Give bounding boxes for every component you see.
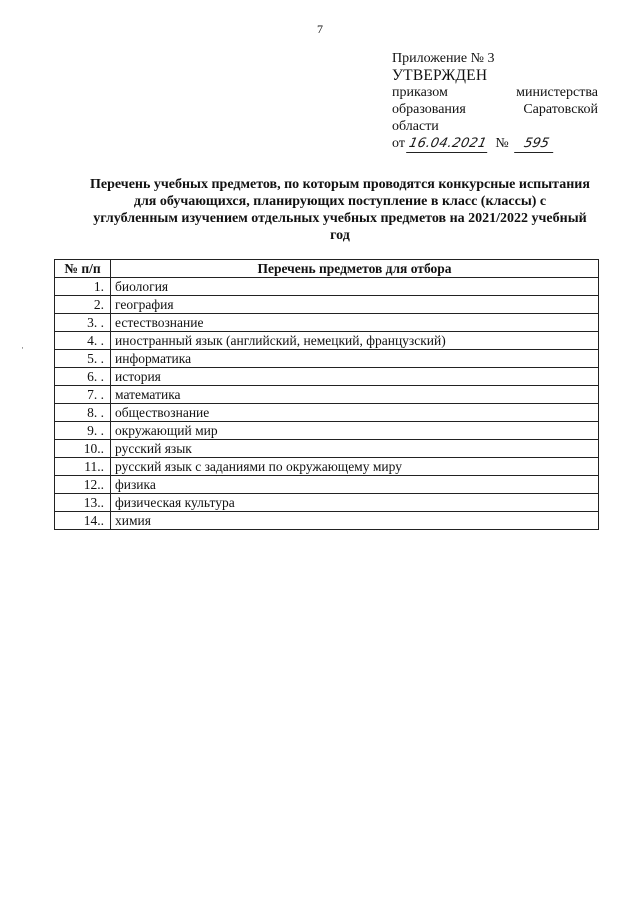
row-number: 3. . (55, 314, 111, 332)
column-header-number: № п/п (55, 260, 111, 278)
table-row (55, 458, 599, 476)
table-row (55, 512, 599, 530)
order-text-line-3: области (392, 119, 439, 134)
subject-name: иностранный язык (английский, немецкий, французский) (111, 332, 599, 350)
from-label: от (392, 136, 405, 151)
row-number: 12.. (55, 476, 111, 494)
order-text-line-1: приказом министерства (392, 85, 598, 100)
handwritten-date: 16.04.2021 (407, 135, 492, 153)
page-number: 7 (317, 22, 323, 36)
row-number: 11.. (55, 458, 111, 476)
subject-name: химия (111, 512, 599, 530)
table-row (55, 386, 599, 404)
table-row (55, 422, 599, 440)
subject-name: русский язык (111, 440, 599, 458)
subject-name: история (111, 368, 599, 386)
table-row (55, 278, 599, 296)
table-row (55, 350, 599, 368)
subjects-table (54, 259, 599, 530)
row-number: 1. (55, 278, 111, 296)
approved-label: УТВЕРЖДЕН (392, 67, 488, 84)
table-header-row (55, 260, 599, 278)
subject-name: информатика (111, 350, 599, 368)
row-number: 2. (55, 296, 111, 314)
approval-block (392, 50, 598, 153)
subject-name: биология (111, 278, 599, 296)
column-header-subjects: Перечень предметов для отбора (111, 260, 599, 278)
table-row (55, 440, 599, 458)
row-number: 13.. (55, 494, 111, 512)
number-label: № (495, 136, 509, 151)
order-text-line-2: образования Саратовской (392, 102, 598, 117)
row-number: 9. . (55, 422, 111, 440)
margin-mark: · (21, 343, 24, 353)
table-row (55, 314, 599, 332)
table-row (55, 332, 599, 350)
row-number: 5. . (55, 350, 111, 368)
table-row (55, 494, 599, 512)
table-row (55, 476, 599, 494)
row-number: 7. . (55, 386, 111, 404)
subject-name: окружающий мир (111, 422, 599, 440)
subject-name: обществознание (111, 404, 599, 422)
appendix-label: Приложение № 3 (392, 51, 495, 66)
subject-name: физическая культура (111, 494, 599, 512)
row-number: 6. . (55, 368, 111, 386)
table-row (55, 404, 599, 422)
row-number: 10.. (55, 440, 111, 458)
row-number: 14.. (55, 512, 111, 530)
subject-name: география (111, 296, 599, 314)
document-title: Перечень учебных предметов, по которым проводятся конкурсные испытания для обучающихся, планирующих поступление в класс (классы) с углубленным изучением отдельных учебных предметов на 2021/2022 учебный год (90, 177, 590, 243)
row-number: 8. . (55, 404, 111, 422)
subject-name: русский язык с заданиями по окружающему миру (111, 458, 599, 476)
table-row (55, 368, 599, 386)
subject-name: естествознание (111, 314, 599, 332)
subject-name: физика (111, 476, 599, 494)
subject-name: математика (111, 386, 599, 404)
order-date-number (392, 135, 598, 153)
row-number: 4. . (55, 332, 111, 350)
handwritten-order-number: 595 (514, 135, 557, 153)
table-row (55, 296, 599, 314)
